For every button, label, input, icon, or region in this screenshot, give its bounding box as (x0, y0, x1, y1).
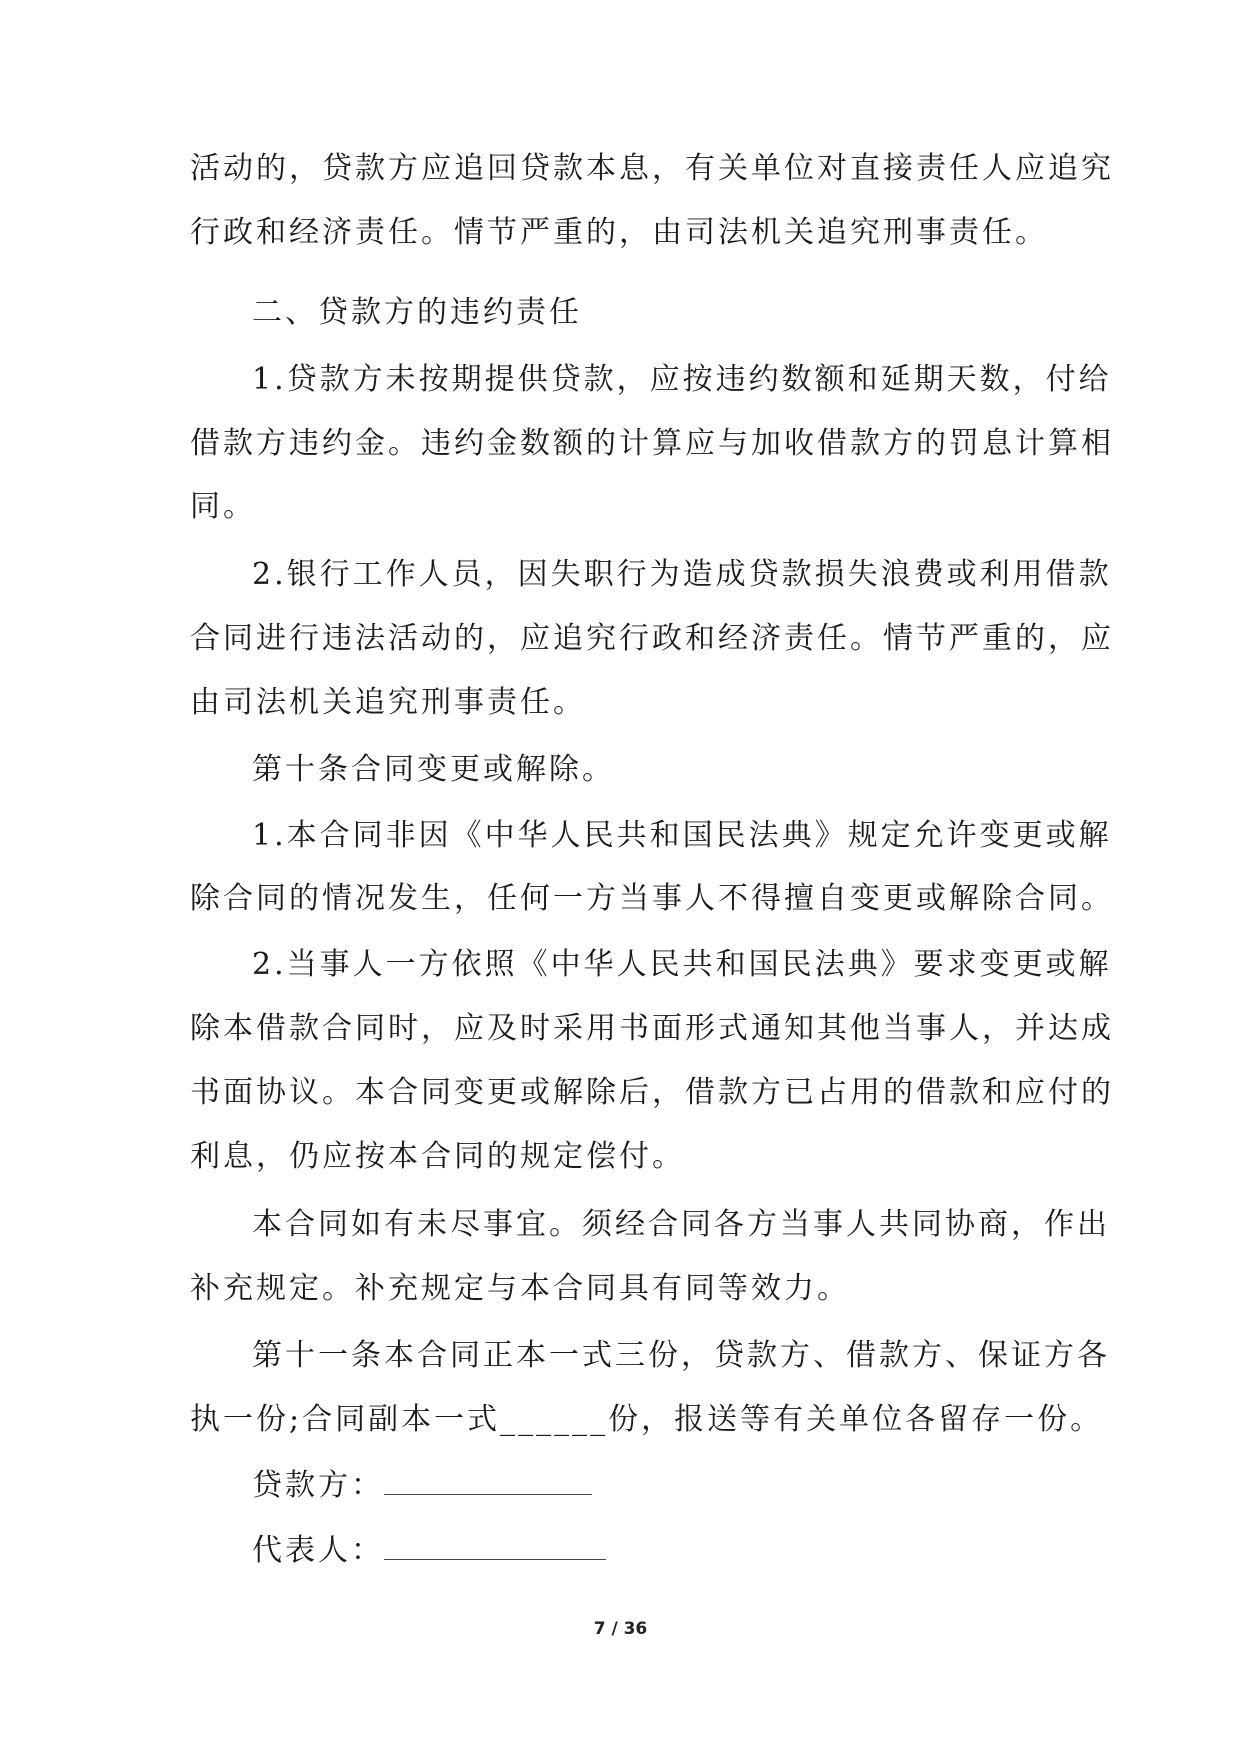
paragraph-line: 补充规定。补充规定与本合同具有同等效力。 (190, 1271, 850, 1306)
paragraph-line: 1.本合同非因《中华人民共和国民法典》规定允许变更或解 (252, 818, 1112, 853)
representative-signature-line (252, 1531, 606, 1571)
paragraph-line: 除本借款合同时，应及时采用书面形式通知其他当事人，并达成 (190, 1011, 1114, 1046)
paragraph-line: 2.银行工作人员，因失职行为造成贷款损失浪费或利用借款 (252, 557, 1112, 592)
paragraph-line: 利息，仍应按本合同的规定偿付。 (190, 1139, 685, 1174)
paragraph-line: 合同进行违法活动的，应追究行政和经济责任。情节严重的，应 (190, 621, 1114, 656)
paragraph-line: 行政和经济责任。情节严重的，由司法机关追究刑事责任。 (190, 215, 1048, 250)
representative-label: 代表人： (252, 1533, 384, 1568)
paragraph-line: 本合同如有未尽事宜。须经合同各方当事人共同协商，作出 (252, 1207, 1110, 1242)
paragraph-line: 1.贷款方未按期提供贷款，应按违约数额和延期天数，付给 (252, 362, 1112, 397)
lender-signature-line (252, 1466, 592, 1506)
paragraph-line: 活动的，贷款方应追回贷款本息，有关单位对直接责任人应追究 (190, 151, 1114, 186)
section-heading: 二、贷款方的违约责任 (252, 295, 582, 330)
article-heading: 第十一条本合同正本一式三份，贷款方、借款方、保证方各 (252, 1338, 1110, 1373)
paragraph-line: 除合同的情况发生，任何一方当事人不得擅自变更或解除合同。 (190, 881, 1114, 916)
paragraph-line: 同。 (190, 489, 256, 524)
paragraph-line: 借款方违约金。违约金数额的计算应与加收借款方的罚息计算相 (190, 426, 1114, 461)
lender-label: 贷款方： (252, 1468, 384, 1503)
paragraph-line: 书面协议。本合同变更或解除后，借款方已占用的借款和应付的 (190, 1075, 1114, 1110)
representative-blank (384, 1533, 606, 1560)
lender-blank (384, 1468, 592, 1495)
paragraph-line: 由司法机关追究刑事责任。 (190, 685, 586, 720)
paragraph-line: 2.当事人一方依照《中华人民共和国民法典》要求变更或解 (252, 947, 1112, 982)
paragraph-line: 执一份;合同副本一式______份，报送等有关单位各留存一份。 (190, 1402, 1104, 1437)
page-number: 7 / 36 (593, 1619, 648, 1639)
article-heading: 第十条合同变更或解除。 (252, 752, 615, 787)
